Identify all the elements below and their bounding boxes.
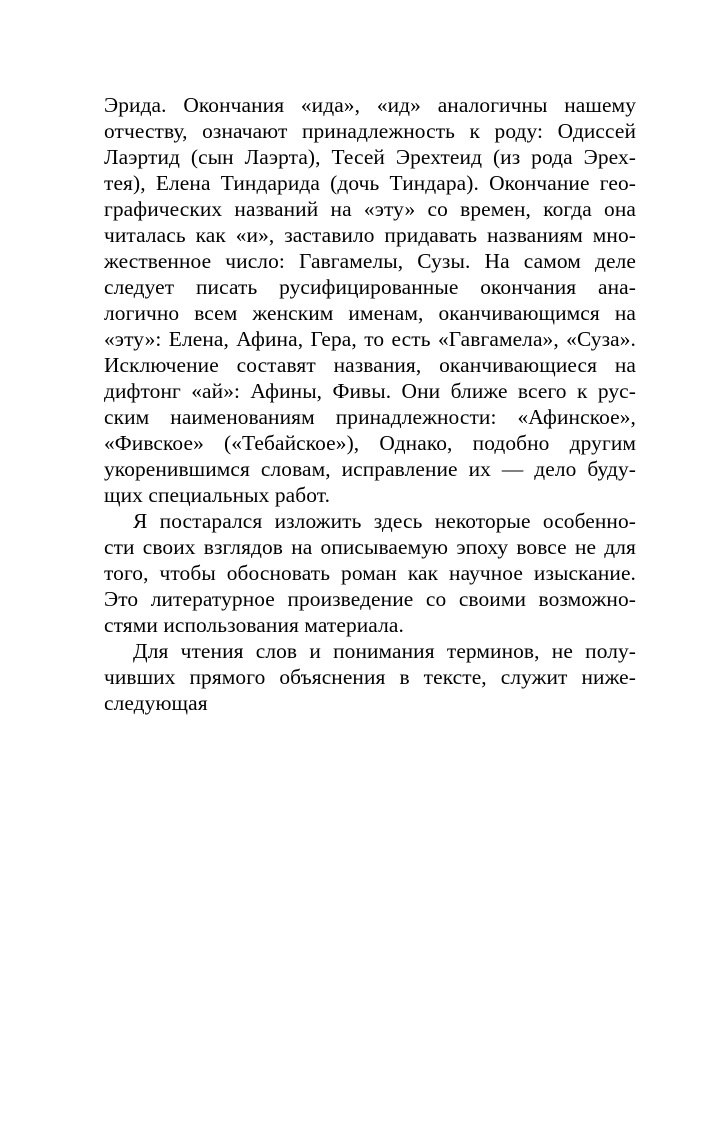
paragraph	[104, 92, 636, 508]
text-line: дифтонг «ай»: Афины, Фивы. Они ближе всего к рус-	[104, 379, 636, 403]
text-line: укоренившимся словам, исправление их — дело буду-	[104, 457, 636, 481]
text-line: стями использования материала.	[104, 613, 404, 637]
paragraph	[104, 508, 636, 638]
text-line: следует писать русифицированные окончания ана-	[104, 275, 636, 299]
text-line: Это литературное произведение со своими возможно-	[104, 587, 636, 611]
text-line: щих специальных работ.	[104, 483, 331, 507]
text-line: следующая	[104, 691, 208, 715]
text-line: «Фивское» («Тебайское»), Однако, подобно другим	[104, 431, 636, 455]
text-line: «эту»: Елена, Афина, Гера, то есть «Гавгамела», «Суза».	[104, 327, 636, 351]
paragraph	[104, 638, 636, 716]
text-line: чивших прямого объяснения в тексте, служит ниже-	[104, 665, 636, 689]
text-line: сти своих взглядов на описываемую эпоху вовсе не для	[104, 535, 636, 559]
text-line: ским наименованиям принадлежности: «Афинское»,	[104, 405, 636, 429]
text-line: отчеству, означают принадлежность к роду: Одиссей	[104, 119, 636, 143]
text-block	[104, 92, 636, 716]
text-line: Эрида. Окончания «ида», «ид» аналогичны нашему	[104, 93, 636, 117]
text-line: графических названий на «эту» со времен, когда она	[104, 197, 636, 221]
text-line: того, чтобы обосновать роман как научное изыскание.	[104, 561, 636, 585]
text-line: жественное число: Гавгамелы, Сузы. На самом деле	[104, 249, 636, 273]
text-line: Лаэртид (сын Лаэрта), Тесей Эрехтеид (из рода Эрех-	[104, 145, 636, 169]
text-line: Для чтения слов и понимания терминов, не полу-	[133, 639, 636, 663]
text-line: Исключение составят названия, оканчивающиеся на	[104, 353, 636, 377]
text-line: Я постарался изложить здесь некоторые особенно-	[133, 509, 636, 533]
text-line: логично всем женским именам, оканчивающимся на	[104, 301, 636, 325]
text-line: тея), Елена Тиндарида (дочь Тиндара). Окончание гео-	[104, 171, 636, 195]
text-line: читалась как «и», заставило придавать названиям мно-	[104, 223, 636, 247]
